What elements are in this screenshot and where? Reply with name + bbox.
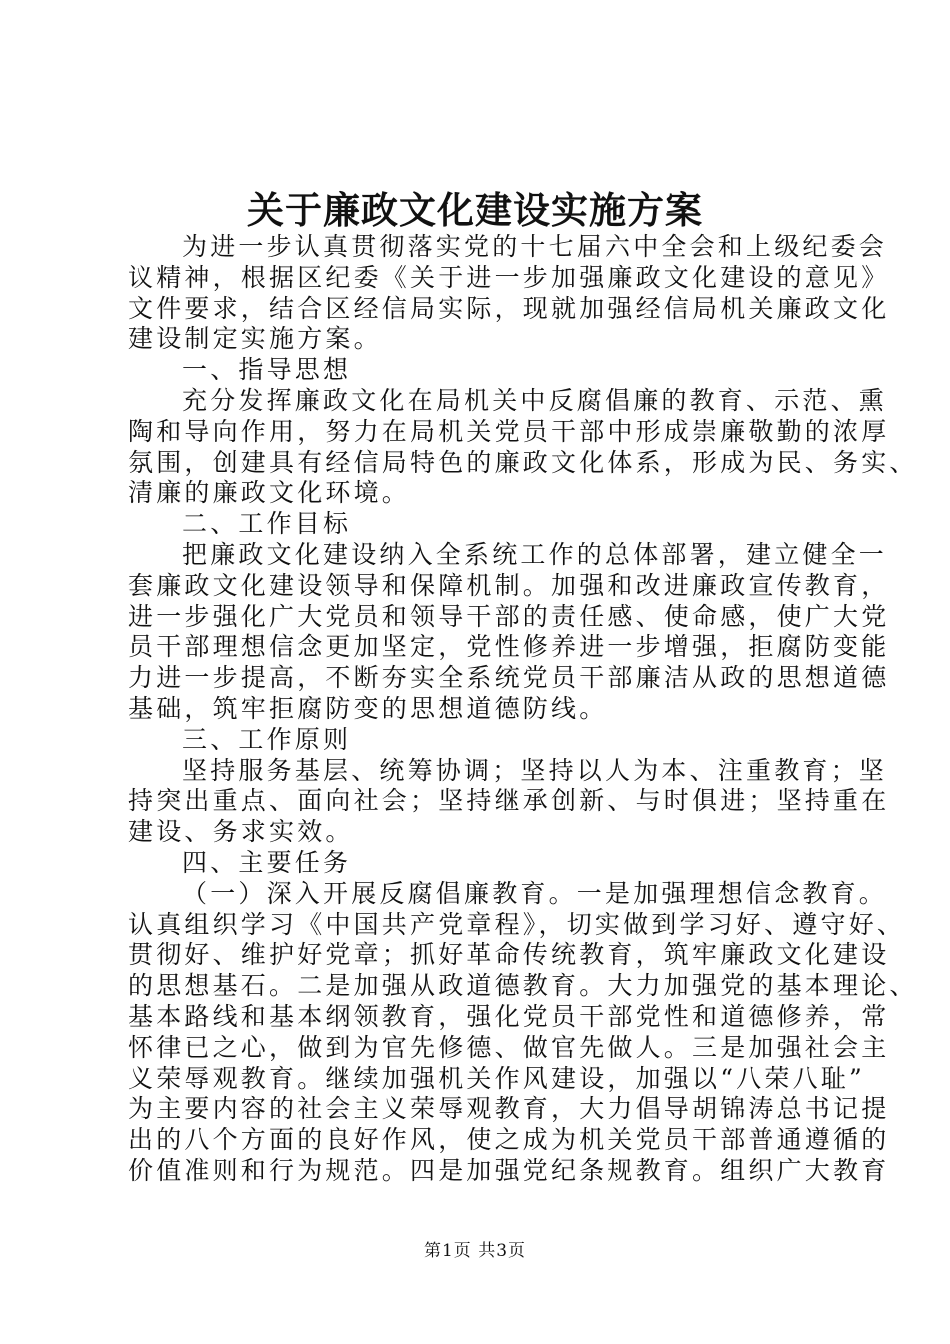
page-number-footer: 第1页 共3页 — [423, 1241, 527, 1261]
body-line: 把廉政文化建设纳入全系统工作的总体部署，建立健全一 — [182, 539, 888, 569]
document-body — [128, 232, 918, 1187]
body-line: 为进一步认真贯彻落实党的十七届六中全会和上级纪委会 — [182, 232, 888, 261]
body-line: 基础，筑牢拒腐防变的思想道德防线。 — [128, 693, 608, 723]
body-line: 氛围，创建具有经信局特色的廉政文化体系，形成为民、务实、 — [128, 447, 918, 477]
body-line: 坚持服务基层、统筹协调；坚持以人为本、注重教育；坚 — [182, 755, 888, 785]
body-line: 员干部理想信念更加坚定，党性修养进一步增强，拒腐防变能 — [128, 632, 890, 662]
body-line: 怀律已之心，做到为官先修德、做官先做人。三是加强社会主 — [128, 1032, 890, 1062]
body-line: 建设制定实施方案。 — [128, 324, 382, 354]
body-line: 二、工作目标 — [182, 509, 352, 539]
body-line: （一）深入开展反腐倡廉教育。一是加强理想信念教育。 — [182, 878, 888, 908]
document-title: 关于廉政文化建设实施方案 — [247, 188, 703, 232]
body-line: 一、指导思想 — [182, 355, 352, 385]
body-line: 基本路线和基本纲领教育，强化党员干部党性和道德修养，常 — [128, 1001, 890, 1031]
body-line: 套廉政文化建设领导和保障机制。加强和改进廉政宣传教育， — [128, 570, 890, 600]
body-line: 义荣辱观教育。继续加强机关作风建设，加强以“八荣八耻” — [128, 1063, 865, 1093]
body-line: 三、工作原则 — [182, 724, 352, 754]
body-line: 持突出重点、面向社会；坚持继承创新、与时俱进；坚持重在 — [128, 786, 890, 816]
body-line: 的思想基石。二是加强从政道德教育。大力加强党的基本理论、 — [128, 971, 918, 1001]
body-line: 价值准则和行为规范。四是加强党纪条规教育。组织广大教育 — [128, 1155, 890, 1185]
body-line: 为主要内容的社会主义荣辱观教育，大力倡导胡锦涛总书记提 — [128, 1094, 890, 1124]
body-line: 进一步强化广大党员和领导干部的责任感、使命感，使广大党 — [128, 601, 890, 631]
body-line: 清廉的廉政文化环境。 — [128, 478, 411, 508]
body-line: 认真组织学习《中国共产党章程》，切实做到学习好、遵守好、 — [128, 909, 906, 939]
body-line: 力进一步提高，不断夯实全系统党员干部廉洁从政的思想道德 — [128, 663, 890, 693]
body-line: 议精神，根据区纪委《关于进一步加强廉政文化建设的意见》 — [128, 262, 890, 292]
body-line: 四、主要任务 — [182, 847, 352, 877]
body-line: 文件要求，结合区经信局实际，现就加强经信局机关廉政文化 — [128, 293, 890, 323]
body-line: 出的八个方面的良好作风，使之成为机关党员干部普通遵循的 — [128, 1125, 890, 1155]
body-line: 陶和导向作用，努力在局机关党员干部中形成崇廉敬勤的浓厚 — [128, 416, 890, 446]
body-line: 建设、务求实效。 — [128, 817, 354, 847]
body-line: 贯彻好、维护好党章；抓好革命传统教育，筑牢廉政文化建设 — [128, 940, 890, 970]
body-line: 充分发挥廉政文化在局机关中反腐倡廉的教育、示范、熏 — [182, 385, 888, 415]
